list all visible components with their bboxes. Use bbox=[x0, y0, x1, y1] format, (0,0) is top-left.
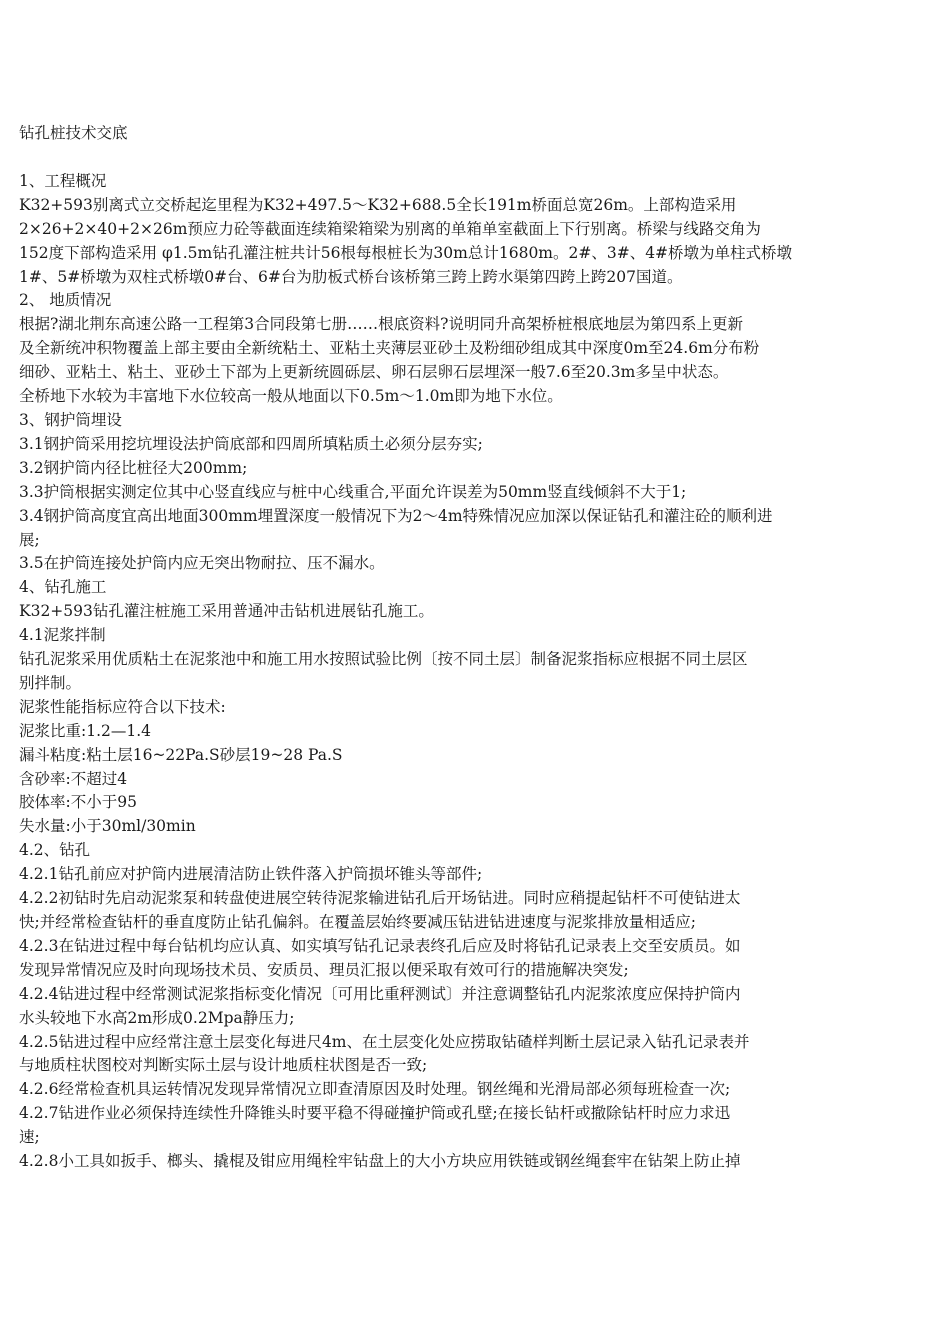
text-line: 4.2.8小工具如扳手、榔头、撬棍及钳应用绳栓牢钻盘上的大小方块应用铁链或钢丝绳套牢在钻架上防止掉 bbox=[19, 1152, 741, 1171]
text-line: 别拌制。 bbox=[19, 673, 82, 692]
text-line: 4.2.4钻进过程中经常测试泥浆指标变化情况〔可用比重秤测试〕并注意调整钻孔内泥浆浓度应保持护筒内 bbox=[19, 984, 741, 1003]
text-line: K32+593别离式立交桥起迄里程为K32+497.5～K32+688.5全长191m桥面总宽26m。上部构造采用 bbox=[19, 195, 737, 214]
text-line: 根据?湖北荆东高速公路一工程第3合同段第七册……根底资料?说明同升高架桥桩根底地层为第四系上更新 bbox=[19, 315, 743, 334]
text-line: 3.4钢护筒高度宜高出地面300mm埋置深度一般情况下为2～4m特殊情况应加深以保证钻孔和灌注砼的顺利进 bbox=[19, 506, 773, 525]
text-line: 含砂率:不超过4 bbox=[19, 769, 128, 788]
text-line: 及全新统冲积物覆盖上部主要由全新统粘土、亚粘土夹薄层亚砂土及粉细砂组成其中深度0m至24.6m分布粉 bbox=[19, 339, 760, 358]
text-line: 速; bbox=[19, 1128, 40, 1147]
text-line: 4.2.3在钻进过程中每台钻机均应认真、如实填写钻孔记录表终孔后应及时将钻孔记录表上交至安质员。如 bbox=[19, 936, 741, 955]
text-line: 4、钻孔施工 bbox=[19, 578, 107, 597]
text-line: K32+593钻孔灌注桩施工采用普通冲击钻机进展钻孔施工。 bbox=[19, 602, 434, 621]
text-line: 与地质柱状图校对判断实际土层与设计地质柱状图是否一致; bbox=[19, 1056, 428, 1075]
text-line: 泥浆性能指标应符合以下技术: bbox=[19, 697, 226, 716]
document-title: 钻孔桩技术交底 bbox=[19, 124, 128, 142]
text-line: 4.2.5钻进过程中应经常注意土层变化每进尺4m、在土层变化处应捞取钻碴样判断土层记录入钻孔记录表并 bbox=[19, 1032, 750, 1051]
text-line: 快;并经常检查钻杆的垂直度防止钻孔偏斜。在覆盖层始终要减压钻进钻进速度与泥浆排放量相适应; bbox=[19, 913, 696, 931]
text-line: 4.2.1钻孔前应对护筒内进展清洁防止铁件落入护筒损坏锥头等部件; bbox=[19, 865, 483, 884]
text-line: 3.5在护筒连接处护筒内应无突出物耐拉、压不漏水。 bbox=[19, 554, 385, 573]
text-line: 展; bbox=[19, 530, 40, 549]
text-line: 泥浆比重:1.2—1.4 bbox=[19, 721, 152, 740]
text-line: 1、工程概况 bbox=[19, 171, 107, 190]
text-line: 失水量:小于30ml/30min bbox=[19, 817, 196, 836]
text-line: 2、 地质情况 bbox=[19, 291, 112, 310]
text-line: 3.1钢护筒采用挖坑埋设法护筒底部和四周所填粘质土必须分层夯实; bbox=[19, 434, 483, 453]
text-line: 3.2钢护筒内径比桩径大200mm; bbox=[19, 458, 248, 477]
text-line: 4.2、钻孔 bbox=[19, 841, 91, 860]
text-line: 4.1泥浆拌制 bbox=[19, 626, 106, 645]
text-line: 3.3护筒根据实测定位其中心竖直线应与桩中心线重合,平面允许误差为50mm竖直线倾斜不大于1; bbox=[19, 482, 687, 501]
text-line: 2×26+2×40+2×26m预应力砼等截面连续箱梁箱梁为别离的单箱单室截面上下行别离。桥梁与线路交角为 bbox=[19, 219, 761, 238]
text-line: 152度下部构造采用 φ1.5m钻孔灌注桩共计56根每根桩长为30m总计1680m。2#、3#、4#桥墩为单柱式桥墩 bbox=[19, 243, 793, 262]
document-body bbox=[19, 170, 932, 1174]
text-line: 4.2.6经常检查机具运转情况发现异常情况立即查清原因及时处理。钢丝绳和光滑局部必须每班检查一次; bbox=[19, 1080, 731, 1099]
text-line: 4.2.2初钻时先启动泥浆泵和转盘使进展空转待泥浆输进钻孔后开场钻进。同时应稍提起钻杆不可使钻进太 bbox=[19, 889, 741, 908]
text-line: 1#、5#桥墩为双柱式桥墩0#台、6#台为肋板式桥台该桥第三跨上跨水渠第四跨上跨207国道。 bbox=[19, 267, 683, 286]
text-line: 发现异常情况应及时向现场技术员、安质员、理员汇报以便采取有效可行的措施解决突发; bbox=[19, 960, 629, 979]
text-line: 钻孔泥浆采用优质粘土在泥浆池中和施工用水按照试验比例〔按不同土层〕制备泥浆指标应根据不同土层区 bbox=[19, 650, 748, 669]
text-line: 细砂、亚粘土、粘土、亚砂土下部为上更新统圆砾层、卵石层卵石层埋深一般7.6至20.3m多呈中状态。 bbox=[19, 363, 729, 382]
text-line: 全桥地下水较为丰富地下水位较高一般从地面以下0.5m～1.0m即为地下水位。 bbox=[19, 387, 563, 406]
text-line: 胶体率:不小于95 bbox=[19, 793, 137, 812]
text-line: 4.2.7钻进作业必须保持连续性升降锥头时要平稳不得碰撞护筒或孔壁;在接长钻杆或撤除钻杆时应力求迅 bbox=[19, 1104, 731, 1123]
text-line: 漏斗粘度:粘土层16~22Pa.S砂层19~28 Pa.S bbox=[19, 745, 343, 764]
text-line: 水头较地下水高2m形成0.2Mpa静压力; bbox=[19, 1008, 295, 1027]
text-line: 3、钢护筒埋设 bbox=[19, 410, 122, 429]
